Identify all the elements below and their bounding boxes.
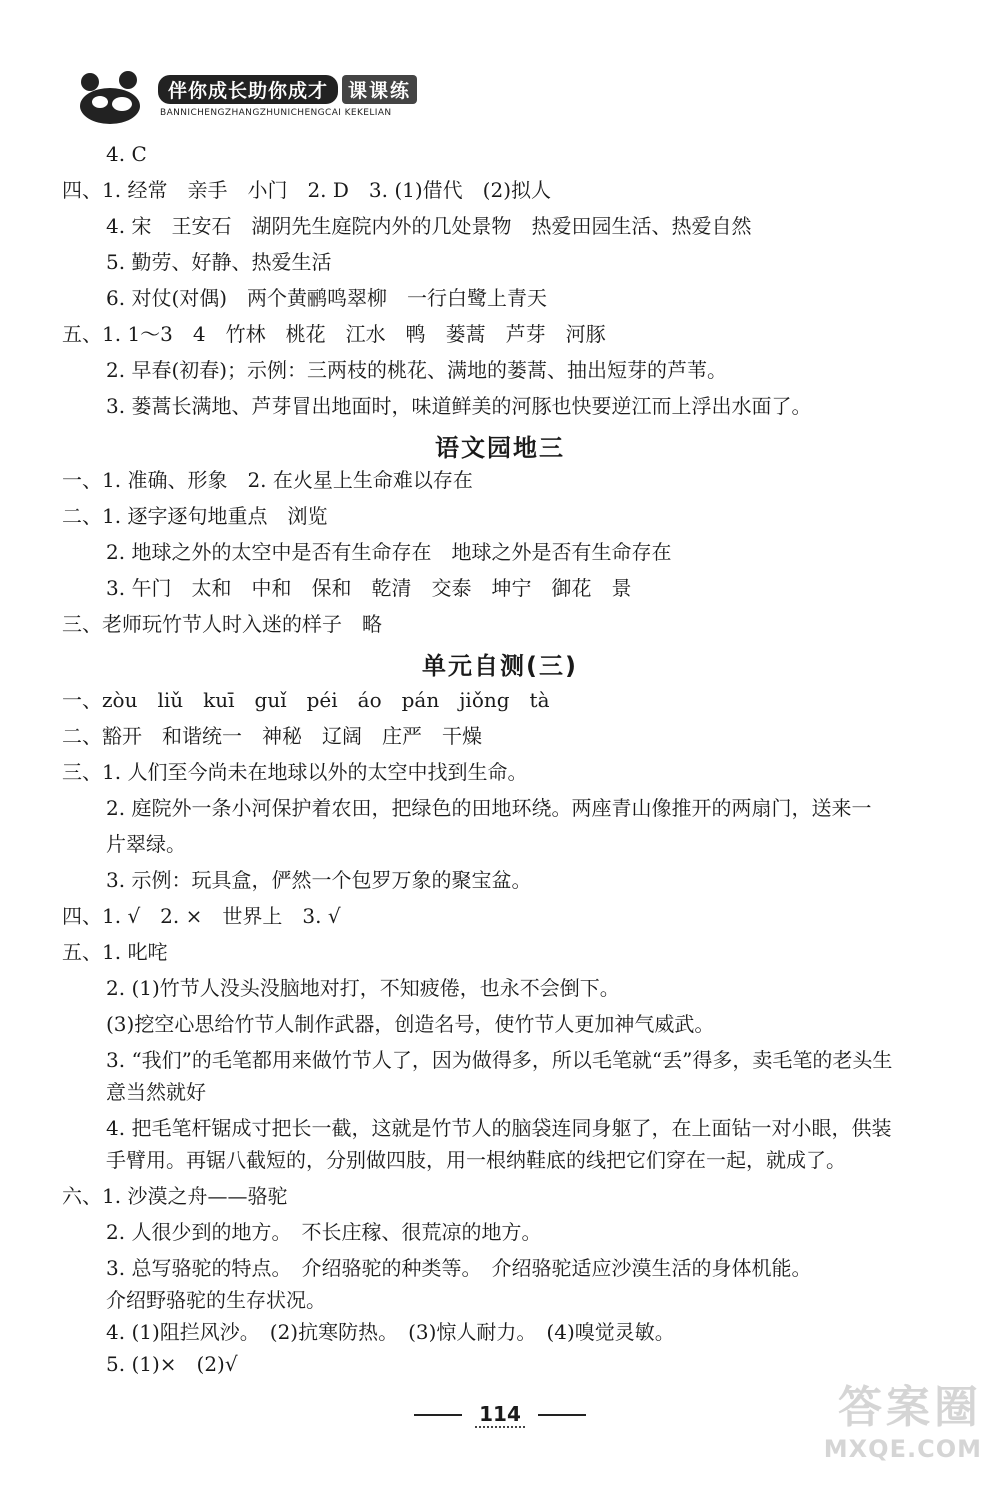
page-number-value: 114: [475, 1402, 525, 1428]
answer-line: 四、1. √ 2. × 世界上 3. √: [62, 904, 341, 928]
answer-line: 4. (1)阻拦风沙。 (2)抗寒防热。 (3)惊人耐力。 (4)嗅觉灵敏。: [106, 1320, 675, 1344]
watermark-url: MXQE.COM: [823, 1435, 982, 1463]
answer-line: 五、1. 叱咤: [62, 940, 168, 964]
answer-line: 3. 总写骆驼的特点。 介绍骆驼的种类等。 介绍骆驼适应沙漠生活的身体机能。: [106, 1256, 812, 1280]
answer-line: 六、1. 沙漠之舟——骆驼: [62, 1184, 288, 1208]
answer-line: 意当然就好: [106, 1080, 206, 1104]
section-heading: 单元自测(三): [422, 652, 578, 680]
answer-line: 三、1. 人们至今尚未在地球以外的太空中找到生命。: [62, 760, 528, 784]
answer-line: 三、老师玩竹节人时入迷的样子 略: [62, 612, 382, 636]
answer-line: 3. 午门 太和 中和 保和 乾清 交泰 坤宁 御花 景: [106, 576, 632, 600]
answer-line: 5. (1)× (2)√: [106, 1352, 238, 1376]
answer-line: 3. 示例：玩具盒，俨然一个包罗万象的聚宝盆。: [106, 868, 532, 892]
answer-line: 五、1. 1～3 4 竹林 桃花 江水 鸭 蒌蒿 芦芽 河豚: [62, 322, 606, 346]
answer-line: 介绍野骆驼的生存状况。: [106, 1288, 326, 1312]
section-heading: 语文园地三: [435, 434, 565, 462]
banner-slogan: 伴你成长助你成才: [158, 75, 338, 104]
answer-line: 四、1. 经常 亲手 小门 2. D 3. (1)借代 (2)拟人: [62, 178, 552, 202]
answer-line: 3. 蒌蒿长满地、芦芽冒出地面时，味道鲜美的河豚也快要逆江而上浮出水面了。: [106, 394, 812, 418]
page-number-right-rule: [538, 1414, 586, 1416]
page-number-left-rule: [414, 1414, 462, 1416]
panda-logo-icon: [70, 68, 150, 128]
answer-line: 5. 勤劳、好静、热爱生活: [106, 250, 332, 274]
answer-line: 6. 对仗(对偶) 两个黄鹂鸣翠柳 一行白鹭上青天: [106, 286, 548, 310]
answer-line: 4. 把毛笔杆锯成寸把长一截，这就是竹节人的脑袋连同身躯了，在上面钻一对小眼，供装: [106, 1116, 892, 1140]
answer-line: 一、1. 准确、形象 2. 在火星上生命难以存在: [62, 468, 473, 492]
header-logo: [70, 62, 430, 132]
answer-line: 手臂用。再锯八截短的，分别做四肢，用一根纳鞋底的线把它们穿在一起，就成了。: [106, 1148, 846, 1172]
answer-line: 二、1. 逐字逐句地重点 浏览: [62, 504, 328, 528]
watermark: [782, 1371, 982, 1481]
banner-subtitle: BANNICHENGZHANGZHUNICHENGCAI KEKELIAN: [160, 108, 392, 118]
answer-line: (3)挖空心思给竹节人制作武器，创造名号，使竹节人更加神气威武。: [106, 1012, 715, 1036]
banner-brand: 课课练: [342, 75, 417, 104]
answer-line: 一、zòu liǔ kuī guǐ péi áo pán jiǒng tà: [62, 688, 550, 712]
answer-line: 2. (1)竹节人没头没脑地对打，不知疲倦，也永不会倒下。: [106, 976, 620, 1000]
answer-line: 3. “我们”的毛笔都用来做竹节人了，因为做得多，所以毛笔就“丢”得多，卖毛笔的老头生: [106, 1048, 893, 1072]
watermark-logo-text: 答案圈: [838, 1382, 982, 1433]
answer-line: 片翠绿。: [106, 832, 186, 856]
answer-line: 4. 宋 王安石 湖阴先生庭院内外的几处景物 热爱田园生活、热爱自然: [106, 214, 752, 238]
header-banner: [158, 74, 417, 104]
answer-line: 2. 人很少到的地方。 不长庄稼、很荒凉的地方。: [106, 1220, 542, 1244]
answer-line: 二、豁开 和谐统一 神秘 辽阔 庄严 干燥: [62, 724, 482, 748]
answer-line: 2. 地球之外的太空中是否有生命存在 地球之外是否有生命存在: [106, 540, 672, 564]
answer-line: 4. C: [106, 142, 147, 166]
answer-line: 2. 早春(初春)；示例：三两枝的桃花、满地的蒌蒿、抽出短芽的芦苇。: [106, 358, 728, 382]
answer-line: 2. 庭院外一条小河保护着农田，把绿色的田地环绕。两座青山像推开的两扇门，送来一: [106, 796, 872, 820]
